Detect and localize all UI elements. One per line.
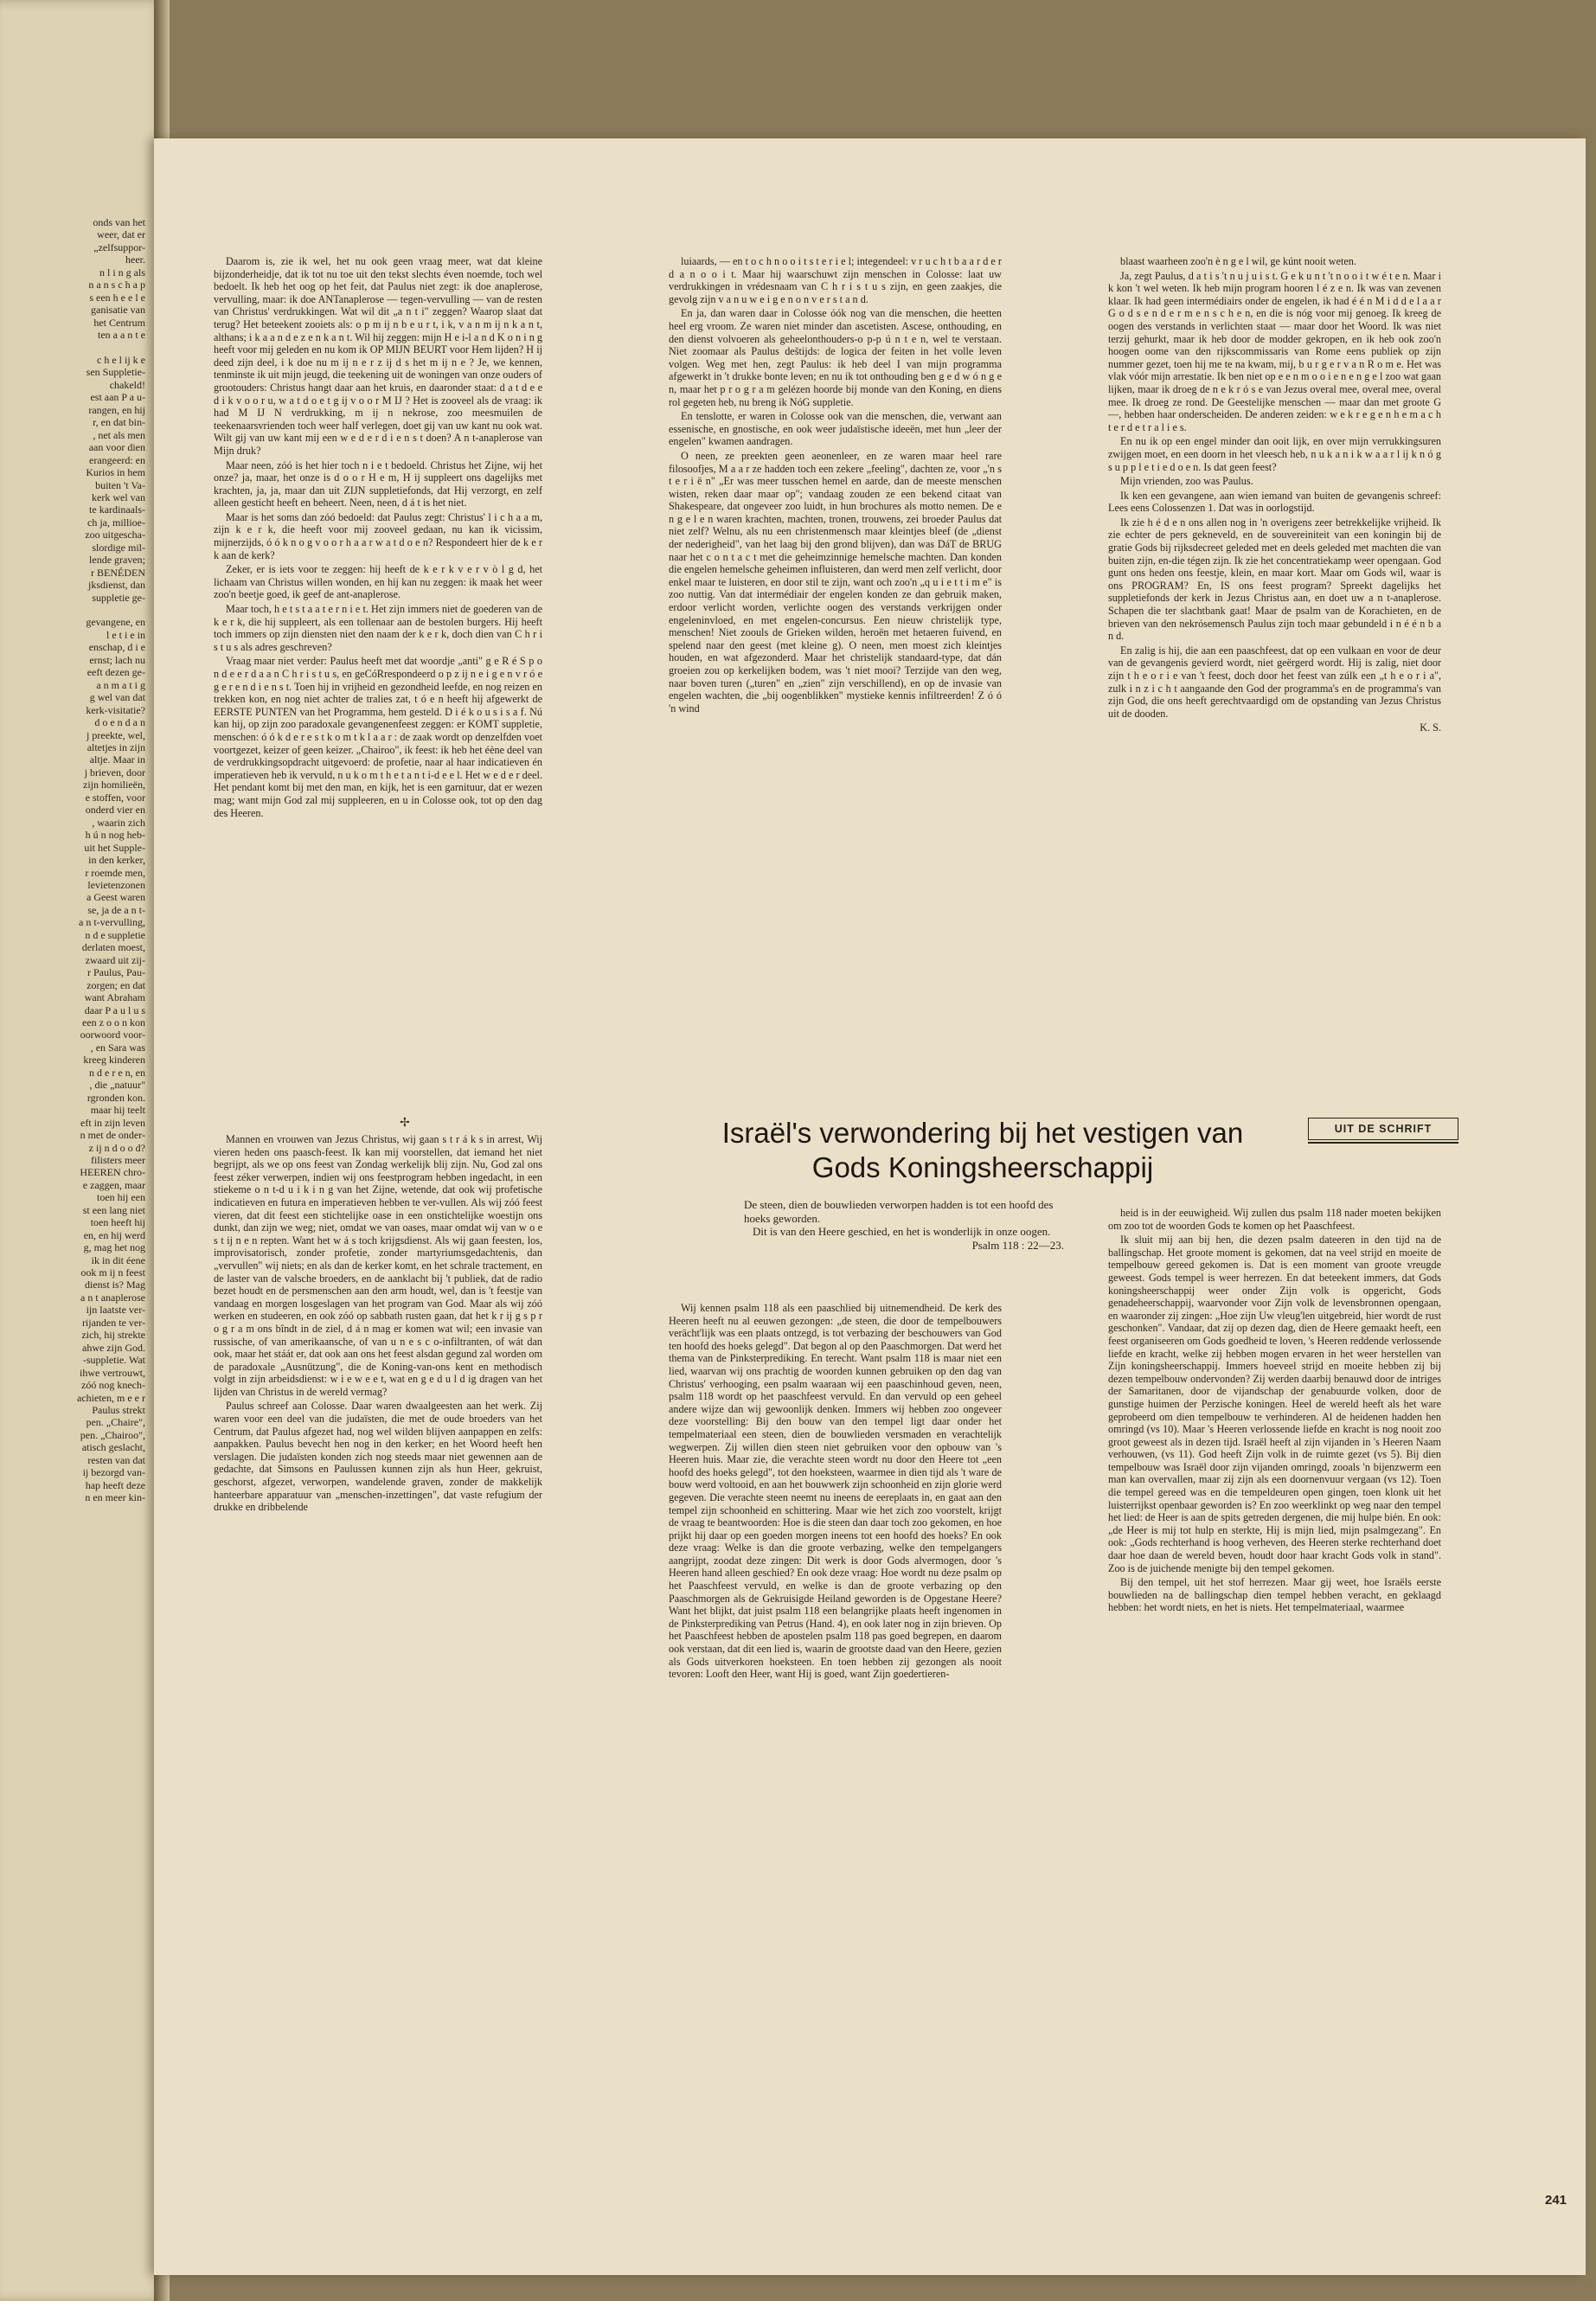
- fragment-line: , waarin zich: [92, 816, 145, 829]
- paragraph: blaast waarheen zoo'n è n g e l wil, ge kúnt nooit weten.: [1120, 255, 1356, 267]
- paragraph: Daarom is, zie ik wel, het nu ook geen vraag meer, wat dat kleine bijzonderheidje, dat ik tot nu toe uit den tekst slechts éven noemde, toch wel bedoelt. Ik heb het oog op het feit, dat Paulus niet zegt: ik doe anaplerose, vervulling, maar: ik doe ANTanaplerose — tegen-vervulling — van de resten van Christus' verdrukkingen. Wat wil dit „a n t i" zeggen? Waarop slaat dat terug? Het beteekent zooiets als: o p m ij n b e u r t, i k, v a n m ij n k a n t, althans; i k a a n d e z e n k a n t. Wil hij zeggen: mijn H e i-l a n d K o n i n g heeft voor mij geleden en nu kom ik OP MIJN BEURT voor Hem lijden? H ij deed zijn deel, i k doe nu m ij n e r z ij d s het m ij n e ? Je, we kennen, tenminste ik uit mijn jeugd, die teekening uit de woningen van onze ouders of grootouders: Christus hangt daar aan het kruis, en daaronder staat: d a t d e e d i k v o o r u, w a t d o e t g ij v o o r M IJ ? Het is zooveel als de vraag: ik had M IJ N verdrukking, m ij n nekrose, zoo meesmuilen de teekenaarsvrienden toch weer half verlegen, doet gij van uw kant nu ook wat. Wilt gij van uw kant mij een w e d e r d i e n s t doen? A n t-anaplerose van Mijn druk?: [214, 255, 542, 457]
- fragment-line: zorgen; en dat: [87, 978, 145, 991]
- fragment-line: atisch geslacht,: [81, 1441, 145, 1454]
- fragment-line: pen. „Chairoo",: [80, 1428, 145, 1441]
- section-divider-star: ✢: [400, 1117, 410, 1130]
- fragment-line: d o e n d a n: [94, 716, 145, 729]
- paragraph: Bij den tempel, uit het stof herrezen. Maar gij weet, hoe Israëls eerste bouwlieden na de ballingschap dien tempel hebben veracht, en geklaagd hebben: het wordt niets, en het is niets. Het tempelmateriaal, waarmee: [1108, 1576, 1441, 1614]
- fragment-line: pen. „Chaire",: [86, 1416, 145, 1429]
- fragment-line: r BENÉDEN: [91, 566, 145, 579]
- fragment-line: kerk wel van: [92, 490, 145, 503]
- fragment-line: j preekte, wel,: [87, 728, 145, 741]
- fragment-line: st een lang niet: [82, 1203, 145, 1216]
- section-badge: UIT DE SCHRIFT: [1308, 1118, 1458, 1140]
- fragment-line: ihwe vertrouwt,: [80, 1366, 145, 1379]
- fragment-line: eeft dezen ge-: [87, 666, 145, 679]
- fragment-line: erangeerd: en: [89, 453, 145, 466]
- fragment-line: n d e r e n, en: [89, 1066, 145, 1079]
- article2-epigraph: [744, 1198, 1081, 1252]
- fragment-line: jksdienst, dan: [88, 579, 145, 592]
- fragment-line: z ij n d o o d?: [88, 1141, 145, 1154]
- paragraph: Ik sluit mij aan bij hen, die dezen psalm dateeren in den tijd na de ballingschap. Het groote moment is gekomen, dat na veel strijd en moeite de tempelbouw gereed gekomen is. Dat is een moment van groote vreugde geweest. Gods tempel is weer herrezen. En dat beteekent immers, dat Gods koningsheerschappij weer onder Zijn volk is opgericht, Gods genadeheerschappij, waarvonder voor Zijn volk de levensbronnen opengaan, en waaronder zij zingen: „Hoe zijn Uw vleug'len uitgebreid, hier wordt de rust geschonken". Vandaar, dat zij op dezen dag, dien de Heere gemaakt heeft, een feest organiseeren om Gods goedheid te loven, 's Heeren reddende verlossende liefde en kracht, welke zij hebben mogen ervaren in het weer herstellen van Zijn koningsheerschappij. Immers hoeveel strijd en moeite hebben zij bij dezen tempelbouw ondervonden? Zij werden daarbij benauwd door de intriges der Samaritanen, door de vijandschap der genabuurde volken, door de gunstige huimen der Perzische koningen. Heel de wereld heeft als het ware geprobeerd om dien tempelbouw te verhinderen. Al de heidenen hadden hen omringd (vs 10). Maar 's Heeren verlossende liefde en kracht is nog nooit zoo groot geweest als in dezen tijd. Israël heeft al zijn vijanden in 's Heeren Naam verhouwen, (vs 11). God heeft Zijn volk in de ruimte gezet (vs 5). Bij dien tempelbouw was Israël door zijn vijanden omringd, zooals 'n bijenzwerm een man kan overvallen, maar zij zijn als een doornenvuur vergaan (vs 12). Toen die tempel gereed was en die tempeldeuren open gingen, toen klonk uit het luisterrijkst openbaar geworden is? En zoo weerklinkt op weg naar den tempel het lied: de Heer is aan de spits getreden dergenen, die mij hulpe bién. En ook: „de Heer is mij tot hulp en sterkte, Hij is mijn lied, mijn psalmgezang". En ook: „Gods rechterhand is hoog verheven, des Heeren sterke rechterhand doet daar hoe daan de wereld beven, houdt door haar kracht Gods volk in stand". Zoo is de juichende menigte bij den tempel gekomen.: [1108, 1234, 1441, 1574]
- fragment-line: een z o o n kon: [82, 1016, 145, 1029]
- fragment-line: oorwoord voor-: [80, 1029, 145, 1042]
- fragment-line: „zelfsuppor-: [93, 240, 145, 253]
- fragment-line: kerk-visitatie?: [86, 703, 145, 716]
- fragment-line: zwaard uit zij-: [85, 953, 145, 966]
- fragment-line: en, en hij werd: [83, 1228, 145, 1241]
- fragment-line: n met de onder-: [80, 1129, 145, 1142]
- paragraph: En ja, dan waren daar in Colosse óók nog van die menschen, die heetten heel erg vroom. Ze waren niet minder dan ascetisten. Ascese, onthouding, en den dienst volvoeren als geheelonthouders-o p-p ú n t e n, wel te verstaan. Niet zoomaar als Paulus deštijds: de logica der feiten in het volle leven volgen. Weg met hen, zegt Paulus: ik heb deel I van mijn programma afgewerkt in 't drukke bonte leven; en nu ik tot onthouding ben g e d w ó n g e n, maar het p r o g r a m gelézen hoorde bij monde van den Koning, en diens rol gegeten heb, nu breng ik NóG suppletie.: [669, 307, 1002, 408]
- paragraph: En tenslotte, er waren in Colosse ook van die menschen, die, verwant aan essenische, en gnostische, en ook weer judaïstische ideeën, met hun „leer der engelen" kwamen aandragen.: [669, 410, 1002, 448]
- fragment-line: r Paulus, Pau-: [87, 966, 145, 979]
- fragment-line: dienst is? Mag: [85, 1279, 145, 1292]
- article1-column-3: [1108, 255, 1441, 1099]
- fragment-line: n d e suppletie: [85, 928, 145, 941]
- fragment-line: zich, hij strekte: [81, 1329, 145, 1342]
- fragment-line: gevangene, en: [86, 616, 145, 629]
- fragment-line: aan voor dien: [88, 441, 145, 454]
- paragraph: Maar toch, h e t s t a a t e r n i e t. Het zijn immers niet de goederen van de k e r k, die hij suppleert, als een tollenaar aan de bestolen burgers. Hij heeft toch immers op zijn diensten niet den naam der k e r k, doch dien van C h r i s t u s als adres geschreven?: [214, 603, 542, 653]
- fragment-line: levietenzonen: [87, 878, 145, 891]
- fragment-line: r, en dat bin-: [93, 416, 145, 429]
- fragment-line: ij bezorgd van-: [82, 1466, 145, 1479]
- fragment-line: g wel van dat: [89, 691, 145, 704]
- fragment-line: derlaten moest,: [81, 941, 145, 954]
- left-page-fragment: [0, 0, 164, 2301]
- fragment-line: n en meer kin-: [85, 1491, 145, 1504]
- paragraph: Mijn vrienden, zoo was Paulus.: [1120, 475, 1253, 488]
- fragment-line: ook m ij n feest: [80, 1266, 145, 1279]
- fragment-line: onderd vier en: [85, 804, 145, 817]
- paragraph: heid is in der eeuwigheid. Wij zullen dus psalm 118 nader moeten bekijken om zoo tot de woorden Gods te komen op het Paaschfeest.: [1108, 1207, 1441, 1232]
- fragment-line: suppletie ge-: [92, 591, 145, 604]
- fragment-line: a n t anaplerose: [80, 1291, 145, 1304]
- fragment-line: slordige mil-: [92, 541, 145, 554]
- left-fragment-text: [0, 216, 145, 1504]
- epigraph-line-2: Dit is van den Heere geschied, en het is wonderlijk in onze oogen.: [753, 1225, 1051, 1239]
- fragment-line: zóó nog knech-: [81, 1379, 145, 1392]
- fragment-line: kreeg kinderen: [83, 1054, 145, 1067]
- fragment-line: ik in dit éene: [91, 1253, 145, 1266]
- fragment-line: n a n s c h a p: [88, 279, 145, 292]
- fragment-line: het Centrum: [93, 316, 145, 329]
- fragment-line: se, ja de a n t-: [87, 903, 145, 916]
- fragment-line: a n t-vervulling,: [79, 916, 145, 929]
- signature: K. S.: [1420, 721, 1441, 734]
- fragment-line: daar P a u l u s: [84, 1003, 145, 1016]
- paragraph: En nu ik op een engel minder dan ooit lijk, en over mijn verrukkingsuren zwijgen moet, en een doorn in het vleesch heb, n u k a n i k w a a r l ij k n ó g s u p p l e t i e d o e n. Is dat geen feest?: [1108, 435, 1441, 473]
- fragment-line: uit het Supple-: [84, 841, 145, 854]
- fragment-line: rangen, en hij: [88, 403, 145, 416]
- article1-column-2: [669, 255, 1002, 1099]
- fragment-line: maar hij teelt: [90, 1104, 145, 1117]
- fragment-line: Kurios in hem: [86, 466, 145, 479]
- epigraph-line-1: De steen, dien de bouwlieden verworpen hadden is tot een hoofd des hoeks geworden.: [744, 1198, 1054, 1225]
- fragment-line: ahwe zijn God.: [82, 1341, 145, 1354]
- article1-column-1-continued: [214, 1133, 542, 2041]
- fragment-line: l e t i e in: [106, 628, 145, 641]
- fragment-line: r roemde men,: [85, 866, 145, 879]
- fragment-line: -suppletie. Wat: [82, 1354, 145, 1367]
- fragment-line: resten van dat: [87, 1453, 145, 1466]
- fragment-line: a Geest waren: [87, 891, 145, 904]
- fragment-line: hap heeft deze: [85, 1478, 145, 1491]
- fragment-line: enschap, d i e: [88, 641, 145, 654]
- fragment-line: Paulus strekt: [92, 1404, 145, 1417]
- fragment-line: toen heeft hij: [90, 1216, 145, 1229]
- fragment-line: ch ja, millioe-: [87, 516, 145, 529]
- fragment-line: a n m a t i g: [96, 678, 145, 691]
- fragment-line: , en Sara was: [90, 1041, 145, 1054]
- fragment-line: weer, dat er: [97, 228, 145, 241]
- article1-column-1: [214, 255, 542, 1112]
- fragment-line: zoo uitgescha-: [85, 529, 145, 542]
- fragment-line: ganisatie van: [91, 304, 145, 317]
- paragraph: En zalig is hij, die aan een paaschfeest, dat op een vulkaan en voor de deur van de gevangenis gevierd wordt, niet geërgerd wordt. Hij is zalig, niet door zijn t h e o r i e van 't feest, doch door het feest van zúlk een „t h e o r i a", zulk i n z i c h t aangaande den God der programma's en de programma's van zijn God, die ons heeft gerechtvaardigd om de opstanding van Jezus Christus uit de dooden.: [1108, 644, 1441, 720]
- fragment-line: HEEREN chro-: [80, 1166, 145, 1179]
- paragraph: luiaards, — en t o c h n o o i t s t e r i e l; integendeel: v r u c h t b a a r d e r d a n o o i t. Maar hij waarschuwt zijn menschen in Colosse: laat uw verdrukkingen in vrédesnaam van C h r i s t u s zijn, en geen zaakjes, die gevolg zijn v a n u w e i g e n o n v e r s t a n d.: [669, 255, 1002, 305]
- fragment-line: , net als men: [93, 428, 145, 441]
- fragment-line: lende graven;: [89, 554, 145, 567]
- fragment-line: heer.: [125, 253, 145, 266]
- paragraph: O neen, ze preekten geen aeonenleer, en ze waren maar heel rare filosoofjes, M a a r ze hadden toch een zekere „feeling", dachten ze, voor „'n s t e r i ë n" „Er was meer tusschen hemel en aarde, dan de meeste menschen wisten, reken daar maar op"; vandaag zouden ze een bekend citaat van Shakespeare, dat ongeveer zoo luidt, in hun brochures als motto nemen. De e n g e l e n waren krachten, machten, tronen, trouwens, zei broeder Paulus dat niet zelf? Welnu, als nu een christenmensch maar kleintjes bleef (de „dienst der nederigheid", van het laag bij den grond blijven), dan was DáT de BRUG naar het c o n t a c t met die geheimzinnige hemelsche machten. Dan konden die engelen hemelsche geheimen influisteren, dan werd men zelf verlicht, door enkel maar te luisteren, en door stil te zijn, want och zoo'n „q u i e t t i m e" is zoo nuttig. Van dat intermédiair der engelen konden ze dan gebruik maken, erdoor verlicht worden, verlichte oogen des verstands verkrijgen onder engeleninvloed, en met engelen-concursus. Een nieuw christelijk type, menschen! Niet zoouls de Grieken wilden, heroën met hetaeren fuivend, en spelend naar den geest (met kleine g). O neen, men moest zich kleintjes houden, en wat afgezonderd. Maar het christelijk standaard-type, dat dán groeien zou op kerkelijken bodem, was 't niet mooi? Terzijde van den weg, naar boven turen („turen" en „zien" zijn verschillend), en op de invasie van engelen wachten, die „bij oogenblikken" mystieke kennis infiltreerden! Z ó ó 'n wind: [669, 449, 1002, 715]
- fragment-line: altje. Maar in: [89, 753, 145, 766]
- fragment-line: in den kerker,: [88, 854, 145, 867]
- fragment-line: h ú n nog heb-: [85, 829, 145, 842]
- paragraph: Wij kennen psalm 118 als een paaschlied bij uitnemendheid. De kerk des Heeren heeft nu al eeuwen gezongen: „de steen, die door de tempelbouwers verächt'lijk was een plaats ontzegd, is tot verbazing der beschouwers van God ten hoofd des hoeks gelegd". Dat begon al op den Paaschmorgen. Dat werd het thema van de Pinksterprediking. En terecht. Want psalm 118 is maar niet een lied, waarvan wij ons prachtig de woorden kunnen gebruiken op den dag van Christus' verhooging, een psalm waaraan wij een paaschinhoud geven, neen, psalm 118 wordt op het paaschfeest vervuld. En dan vervuld op een geheel andere wijze dan wij gewoonlijk denken. Immers wij hebben zoo ongeveer deze voorstelling: Bij den bouw van den tempel ligt daar onder het tempelmateriaal een steen, dien de bouwlieden versmaden en verachtelijk wegwerpen. Zij willen dien steen niet gebruiken voor den opbouw van 's Heeren huis. Maar zie, die verachte steen wordt nu door den Heere tot „een hoofd des hoeks gelegd", tot den hoeksteen, waarmee in dien tijd als 't ware de bouw werd voltooid, en aan het bouwwerk zijn schoonheid en zijn glorie werd gegeven. Die verachte steen neemt nu ineens de eereplaats in, en gaat aan den tempel zijn schoonheid en schittering. Maar wie het zich zoo voorstelt, krijgt de vraag te beantwoorden: Hoe is die steen dan daar toch zoo gekomen, en hoe prijkt hij daar op een goeden morgen ineens tot een hoofd des hoeks? En ook deze vraag: Welke is dan die groote verbazing, welke den tempelgangers aangrijpt, zoodat deze zingen: Dit werk is door Gods alvermogen, door 's Heeren hand alleen geschied? En ook deze vraag: Hoe wordt nu deze psalm op het Paaschfeest vervuld, en welke is dan de groote verbazing op den Paaschmorgen als de Gekruisigde Heiland geworden is de Opgestane Heere? Want het blijkt, dat juist psalm 118 een belangrijke plaats heeft ingenomen in de Pinksterprediking van Petrus (Hand. 4), en ook later nog in zijn brieven. Op het Paaschfeest hebben de apostelen psalm 118 pas goed begrepen, en daarom ook verstaan, dat dit een lied is, waarin de grootste daad van den Heere, gezien als Gods uitverkoren hoeksteen. En toen hebben zij gezongen als nooit tevoren: Looft den Heer, want Hij is goed, want Zijn goedertieren-: [669, 1302, 1002, 1681]
- fragment-line: ten a a n t e: [98, 329, 145, 342]
- fragment-line: ernst; lach nu: [89, 653, 145, 666]
- paragraph: Ik ken een gevangene, aan wien iemand van buiten de gevangenis schreef: Lees eens Colossenzen 1. Dat was in oorlogstijd.: [1108, 489, 1441, 515]
- fragment-line: s een h e e l e: [89, 291, 145, 304]
- fragment-line: j brieven, door: [84, 766, 145, 779]
- fragment-line: [0, 604, 145, 616]
- article2-column-a: [669, 1302, 1002, 2167]
- fragment-line: want Abraham: [84, 991, 145, 1004]
- paragraph: Zeker, er is iets voor te zeggen: hij heeft de k e r k v e r v ò l g d, het lichaam van Christus willen wonden, en hij kan nu zeggen: ik maak het weer zoo'n beetje goed, ik geef de ant-anaplerose.: [214, 563, 542, 601]
- fragment-line: te kardinaals-: [89, 503, 145, 516]
- page-number: 241: [1545, 2193, 1567, 2208]
- fragment-line: g, mag het nog: [83, 1241, 145, 1254]
- article2-title: Israël's verwondering bij het vestigen van Gods Koningsheerschappij: [721, 1117, 1244, 1183]
- paragraph: Paulus schreef aan Colosse. Daar waren dwaalgeesten aan het werk. Zij waren voor een deel van die judaïsten, die met de oude broeders van het Centrum, dat Paulus afgezet had, nog wel wilden blijven aanpappen en zelfs: aanpakken. Paulus bevecht hen nog in den kerker; en het Woord heeft hen verslagen. Die judaïsten konden zich nog steeds maar niet gewennen aan de gedachte, dat Simsons en Paulussen kunnen zijn als hun Heer, gekruist, geschorst, afgezet, verworpen, wandelende graven, zonder de makkelijk hanteerbare apparatuur van „menschen-inzettingen", dat vaste refugium der drukke en dribbelende: [214, 1400, 542, 1514]
- paragraph: Mannen en vrouwen van Jezus Christus, wij gaan s t r á k s in arrest, Wij vieren heden ons paasch-feest. Ik kan mij voorstellen, dat iemand het niet begrijpt, als we op ons feest van Zondag werkelijk blij zijn. Nu, God zal ons feest zéker verwerpen, indien wij ons feestprogram hebben ingedacht, in een stiekeme o n t-d u i k i n g van het Zijne, wetende, dat ook wij profetische indicatieven en futura en imperatieven hebben te ver-vullen. Als wij zóó feest vieren, dat dit feest een stichtelijke oase in een onstichtelijke woestijn ons dunkt, dan zijn we weg; niet, omdat we van oases, maar omdat wij van w o e s t ij n e n repten. Want het w á s toch krijgsdienst. Als wij gaan feesten, los, improvisatorisch, zonder profetie, zonder martyriumsgedachtenis, dan „vervullen" wij niets; en als dan de kerker komt, en het schrale tractement, en de laster van de valsche broeders, en de aanklacht bij 't publiek, dat de radio bezet houdt en de persmenschen aan den arm houdt, wel, dan is 't feestje van vandaag en morgen losgeslagen van het program van God. Maar als wij zóó werken en studeeren, en ook zóó op sabbath rusten gaan, dat het k r ij g s p r o g r a m ons bîndt in de ziel, d á n mag er komen wat wil; een invasie van russische, of van amerikaansche, of van u n e s c o-infiltranten, of wát dan ook, maar het stáát er, dat ook aan ons het feest alsdan gegund zal worden om de paradoxale „Ausnützung", die de Koning-van-ons kent en methodisch volgt in zijn arbeidsdienst: w i e w e e t, wat en g e d u l d ig dragen van het lijden van Christus in de wereld vermag?: [214, 1133, 542, 1398]
- paragraph: Maar is het soms dan zóó bedoeld: dat Paulus zegt: Christus' l i c h a a m, zijn k e r k, die heeft voor mij zooveel gedaan, nu kan ik vicissim, mijnerzijds, ó ó k n o g v o o r h a a r w a t d o e n? Respondeert hier de k e r k aan de kerk?: [214, 510, 542, 561]
- article2-column-b: [1108, 1207, 1441, 2167]
- fragment-line: rijanden te ver-: [81, 1316, 145, 1329]
- fragment-line: altetjes in zijn: [87, 741, 145, 753]
- fragment-line: toen hij een: [97, 1191, 145, 1204]
- paragraph: Vraag maar niet verder: Paulus heeft met dat woordje „anti" g e R é S p o n d e e r d a a n C h r i s t u s, en geCóRrespondeerd o p z ij n e i g e n v r ó e g e r e n d i e n s t. Toen hij in vrijheid en gezondheid leefde, en nog reizen en trekken kon, en nog niet achter de tralies zat, t ó e n heeft hij afgewerkt de EERSTE PUNTEN van het Programma, hem gesteld. D i é k o u s i s a f. Nú kan hij, op zijn zoo paradoxale gevangenenfeest zeggen: er KOMT suppletie, menschen: ó ó k d e r e s t k o m t k l a a r : de zaak wordt op denzelfden voet voortgezet, keizer of geen keizer. „Chairoo", ik feest: ik heb het éène deel van de verdrukkingsopdracht uitgevoerd: de profetie, naar al haar indicatieven én imperatieven heb ik vervuld, n u k o m t h e t a n t i-d e e l. Het w e d e r deel. Het pendant komt bij met den man, en kijk, het is een garnituur, dat er wezen mag; want mijn God zal mij suppleeren, en u in Colosse ook, tot op den dag des Heeren.: [214, 655, 542, 819]
- fragment-line: [0, 342, 145, 354]
- paragraph: Ja, zegt Paulus, d a t i s 't n u j u i s t. G e k u n t 't n o o i t w é t e n. Maar i k kon 't wel weten. Ik heb mijn program hooren l é z e n. Ik was van zevenen klaar. Ik had geen intermédiairs onder de engelen, ik had é é n M i d d e l a a r G o d s e n d e r m e n s c h e n, en die is nóg voor mij genoeg. Ik kreeg de oogen des verstands in verlichten staat — maar door het Woord. Ik was niet terzij gehurkt, maar ik heb door de modder gekropen, en ik heb ook zoo'n hoogen oome van den rijkscommissaris van Rome eens publiek op zijn nummer gezet, toen hij me te na kwam, mij, b u r g e r v a n R o m e. Het was vlak vóór mijn arrestatie. Ik ben niet op e e n m o o i e n e n g e l zoo wat gaan lijken, maar ik droeg de n e k r ó s e van Jezus overal mee, overal mee, overal mee. Ik droeg ze rond. De Geestelijke menschen — maar dan met groote G —, hebben haar onderscheiden. De anderen zeiden: w e k r e g e n h e m a c h t e r d e t r a l i e s.: [1108, 269, 1441, 433]
- fragment-line: filisters meer: [91, 1153, 145, 1166]
- fragment-line: achieten, m e e r: [77, 1391, 145, 1404]
- fragment-line: sen Suppletie-: [86, 366, 145, 379]
- fragment-line: e stoffen, voor: [85, 791, 145, 804]
- fragment-line: c h e l ij k e: [97, 353, 145, 366]
- fragment-line: n l i n g als: [99, 266, 145, 279]
- fragment-line: onds van het: [93, 216, 145, 228]
- fragment-line: ijn laatste ver-: [86, 1304, 145, 1317]
- paragraph: Ik zie h é d e n ons allen nog in 'n overigens zeer betrekkelijke vrijheid. Ik zie echter de pers gekneveld, en de souvereiniteit van een koningin bij de gratie Gods bij rijksdecreet geleded met en deels geleded met machten die van buiten zijn, en-die tégen zijn. Ik zie het concentratiekamp weer opengaan. God gunt ons heden ons feestje, klein, en maar kort. Maar om Gods wil, waar is ons PROGRAM? En, IS ons feest program? Spreekt dagelijks het suppletiefonds der kerk in Jezus Christus aan, en doet uw a n t-anaplerose. Schapen die ter slachtbank gaat! Maar de psalm van de Korachieten, en de brieven van den nekrósemensch Paulus zijn toch maar gebundeld i n é é n b a n d.: [1108, 516, 1441, 643]
- fragment-line: eft in zijn leven: [80, 1116, 145, 1129]
- epigraph-reference: Psalm 118 : 22—23.: [971, 1238, 1064, 1252]
- paragraph: Maar neen, zóó is het hier toch n i e t bedoeld. Christus het Zijne, wij het onze? ja, maar, het onze is d o o r H e m, H ij suppleert ons dagelijks met krachten, ja, ja, maar dan uit ZIJN suppletiefonds, dat Hij verzorgt, en zelf alleen gesticht heeft en beheert. Neen, neen, d á t is het niet.: [214, 458, 542, 510]
- fragment-line: e zaggen, maar: [82, 1178, 145, 1191]
- fragment-line: , die „natuur": [89, 1079, 145, 1092]
- fragment-line: zijn homilieën,: [83, 779, 145, 792]
- fragment-line: est aan P a u-: [90, 391, 145, 404]
- fragment-line: buiten 't Va-: [95, 478, 145, 491]
- fragment-line: rgronden kon.: [87, 1091, 145, 1104]
- fragment-line: chakeld!: [109, 378, 145, 391]
